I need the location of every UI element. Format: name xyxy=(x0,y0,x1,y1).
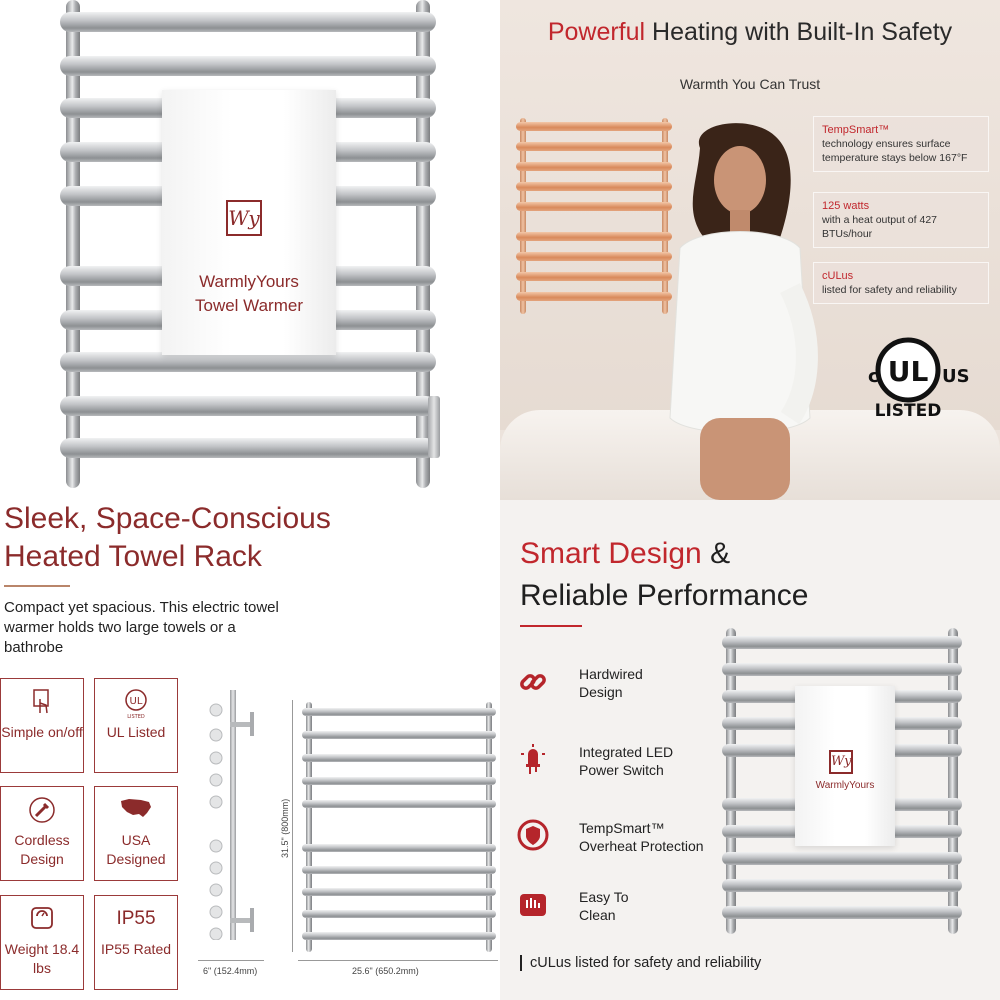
feature-led: Integrated LED Power Switch xyxy=(579,744,674,778)
spec-label: USA Designed xyxy=(106,832,166,867)
specs-title-line1: Sleek, Space-Conscious xyxy=(4,502,331,535)
rack-bar xyxy=(302,777,496,785)
led-icon xyxy=(516,742,550,776)
rack-bar xyxy=(302,800,496,808)
feature-heading: cULus xyxy=(822,270,854,282)
feature-heading: TempSmart™ xyxy=(822,124,890,136)
spec-card-weight xyxy=(0,895,84,990)
rack-bar xyxy=(302,910,496,918)
side-mount xyxy=(250,712,254,736)
cleaning-hand-icon xyxy=(516,888,550,922)
ul-listed-icon xyxy=(95,687,177,717)
rack-bar xyxy=(302,888,496,896)
rack-bar xyxy=(302,731,496,739)
svg-text:LISTED: LISTED xyxy=(127,714,145,719)
smart-design-title xyxy=(520,533,808,617)
legs xyxy=(700,418,790,500)
towel-brand-line1: WarmlyYours xyxy=(199,272,299,291)
rack-bar xyxy=(722,663,962,676)
spec-card-usa xyxy=(94,786,178,881)
rack-bar xyxy=(60,396,436,416)
front-view-diagram xyxy=(302,702,496,952)
feature-culus xyxy=(813,262,989,304)
towel xyxy=(162,90,336,355)
wrench-icon xyxy=(1,795,83,825)
svg-text:UL: UL xyxy=(887,355,929,388)
hand-switch-icon xyxy=(1,687,83,717)
usa-map-icon xyxy=(95,795,177,825)
spec-card-onoff xyxy=(0,678,84,773)
switch-housing xyxy=(428,396,440,458)
towel-logo: Wy xyxy=(226,200,262,236)
specs-divider xyxy=(4,585,70,587)
svg-text:UL: UL xyxy=(129,696,143,707)
side-mount xyxy=(250,908,254,932)
heating-title-rest: Heating with Built-In Safety xyxy=(652,18,953,46)
rack-bar xyxy=(722,906,962,919)
dimension-height: 31.5" (800mm) xyxy=(280,798,290,858)
towel-logo: Wy xyxy=(829,750,853,774)
smart-design-title-amp: & xyxy=(710,537,731,570)
rack-bar xyxy=(60,12,436,32)
neck xyxy=(730,210,750,232)
product-photo-panel xyxy=(0,0,500,500)
woman-photo xyxy=(640,118,830,500)
ul-listed: LISTED xyxy=(874,401,942,421)
spec-label: Weight 18.4 lbs xyxy=(4,941,80,976)
spec-label: IP55 Rated xyxy=(100,941,172,957)
dimension-line xyxy=(198,960,264,961)
dimension-width: 25.6" (650.2mm) xyxy=(352,966,419,976)
rack-bar xyxy=(302,932,496,940)
feature-clean: Easy To Clean xyxy=(579,889,629,923)
dimension-line xyxy=(298,960,498,961)
spec-card-ul xyxy=(94,678,178,773)
spec-label: Cordless Design xyxy=(14,832,70,867)
ip55-icon: IP55 xyxy=(116,908,156,929)
rack-bar xyxy=(722,852,962,865)
specs-title-line2: Heated Towel Rack xyxy=(4,540,262,573)
smart-design-title-line2: Reliable Performance xyxy=(520,579,809,612)
footer-culus: cULus listed for safety and reliability xyxy=(520,955,761,971)
rack-bar xyxy=(302,708,496,716)
feature-watts xyxy=(813,192,989,248)
link-icon xyxy=(516,665,550,699)
towel xyxy=(795,686,895,846)
rack-bar xyxy=(302,866,496,874)
rack-bar xyxy=(60,438,436,458)
smart-design-title-accent: Smart Design xyxy=(520,537,702,570)
feature-hardwired: Hardwired Design xyxy=(579,666,643,700)
ul-listed-icon xyxy=(858,330,970,422)
feature-text: with a heat output of 427 BTUs/hour xyxy=(822,214,938,240)
heating-title xyxy=(500,18,1000,47)
rack-bar xyxy=(302,844,496,852)
spec-label: Simple on/off xyxy=(1,724,83,740)
ul-c: c xyxy=(868,366,879,387)
thermo-shield-icon xyxy=(516,818,550,852)
specs-title xyxy=(4,500,331,576)
towel-brand-line2: Towel Warmer xyxy=(195,296,303,315)
feature-tempsmart xyxy=(813,116,989,172)
specs-description: Compact yet spacious. This electric towel warmer holds two large towels or a bathrobe xyxy=(4,599,279,656)
feature-text: listed for safety and reliability xyxy=(822,284,957,296)
side-bar-ends xyxy=(206,700,226,940)
face xyxy=(714,146,766,214)
spec-card-ip55 xyxy=(94,895,178,990)
spec-label: UL Listed xyxy=(106,724,166,740)
feature-text: technology ensures surface temperature stays below 167°F xyxy=(822,138,968,164)
dimension-depth: 6" (152.4mm) xyxy=(203,966,258,976)
rack-bar xyxy=(60,56,436,76)
feature-tempsmart: TempSmart™ Overheat Protection xyxy=(579,820,704,854)
ul-us: US xyxy=(942,366,970,387)
rack-bar xyxy=(722,636,962,649)
rack-bar xyxy=(302,754,496,762)
feature-heading: 125 watts xyxy=(822,200,870,212)
heating-title-accent: Powerful xyxy=(547,18,646,46)
rack-bar xyxy=(60,352,436,372)
spec-card-cordless xyxy=(0,786,84,881)
side-post xyxy=(230,690,236,940)
rack-bar xyxy=(722,879,962,892)
smart-design-divider xyxy=(520,625,582,627)
towel-brand: WarmlyYours xyxy=(815,780,875,791)
dimension-line xyxy=(292,700,293,952)
scale-icon xyxy=(1,904,83,934)
heating-subtitle: Warmth You Can Trust xyxy=(679,76,821,92)
